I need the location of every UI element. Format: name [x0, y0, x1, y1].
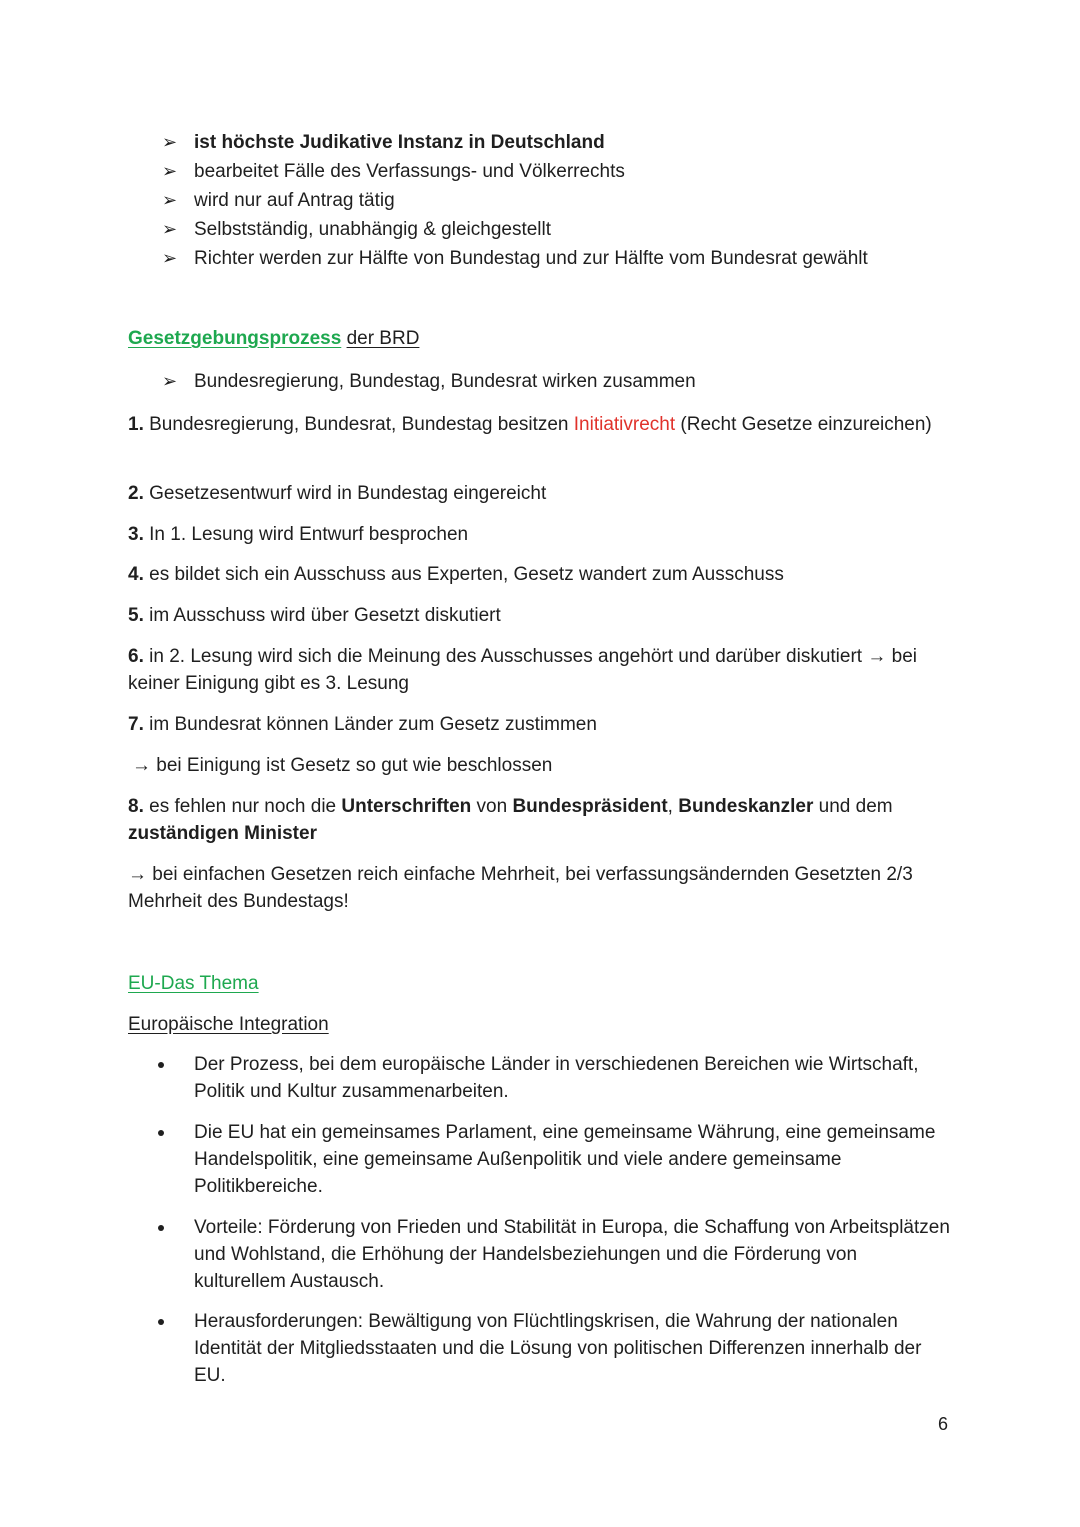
step-5: 5. im Ausschuss wird über Gesetzt diskutiert: [128, 605, 501, 626]
arrow-bullet-icon: ➢: [162, 219, 178, 239]
bullet-dot-icon: [158, 1130, 164, 1136]
section-heading-gesetzgebung: [128, 326, 419, 352]
subheading-text: Europäische Integration: [128, 1014, 329, 1035]
list-item-text: ist höchste Judikative Instanz in Deutschland: [194, 132, 605, 153]
initiativrecht-term: Initiativrecht: [573, 414, 676, 435]
arrow-bullet-icon: ➢: [162, 132, 178, 152]
list-item-text: bearbeitet Fälle des Verfassungs- und Völkerrechts: [194, 161, 625, 182]
heading-rest-part: der BRD: [346, 328, 420, 349]
eu-heading-text: EU-Das Thema: [128, 973, 259, 994]
arrow-bullet-icon: ➢: [162, 190, 178, 210]
list-item: [162, 128, 1002, 157]
list-item-text: Selbstständig, unabhängig & gleichgestellt: [194, 219, 552, 240]
list-item-text: wird nur auf Antrag tätig: [194, 190, 395, 211]
list-item-text: Herausforderungen: Bewältigung von Flüchtlingskrisen, die Wahrung der nationalen Identität der Mitgliedsstaaten und die Lösung von politischen Differenzen innerhalb der EU.: [194, 1311, 922, 1386]
list-item: [162, 215, 1002, 244]
step-7-note: → bei Einigung ist Gesetz so gut wie beschlossen: [132, 755, 553, 776]
step-8: 8. es fehlen nur noch die Unterschriften von Bundespräsident, Bundeskanzler und dem zuständigen Minister: [128, 796, 893, 844]
list-item-text: Vorteile: Förderung von Frieden und Stabilität in Europa, die Schaffung von Arbeitsplätzen und Wohlstand, die Erhöhung der Handelsbeziehungen und die Förderung von kulturellem Austausch.: [194, 1217, 950, 1292]
bullet-dot-icon: [158, 1319, 164, 1325]
step-1: 1. Bundesregierung, Bundesrat, Bundestag besitzen Initiativrecht (Recht Gesetze einzureichen): [128, 414, 932, 435]
list-item-text: Bundesregierung, Bundestag, Bundesrat wirken zusammen: [194, 371, 696, 392]
page-number: 6: [938, 1414, 949, 1434]
step-7: 7. im Bundesrat können Länder zum Gesetz zustimmen: [128, 714, 597, 735]
list-item-text: Die EU hat ein gemeinsames Parlament, eine gemeinsame Währung, eine gemeinsame Handelspolitik, eine gemeinsame Außenpolitik und viele andere gemeinsame Politikbereiche.: [194, 1122, 936, 1197]
section-heading-eu: [128, 971, 259, 997]
step-4: 4. es bildet sich ein Ausschuss aus Experten, Gesetz wandert zum Ausschuss: [128, 564, 784, 585]
list-item: [162, 244, 1002, 273]
step-6: 6. in 2. Lesung wird sich die Meinung des Ausschusses angehört und darüber diskutiert → bei keiner Einigung gibt es 3. Lesung: [128, 646, 917, 694]
bullet-dot-icon: [158, 1225, 164, 1231]
subheading-integration: [128, 1012, 329, 1038]
intro-list: [162, 367, 1002, 396]
arrow-bullet-icon: ➢: [162, 248, 178, 268]
bullet-dot-icon: [158, 1062, 164, 1068]
step-2: 2. Gesetzesentwurf wird in Bundestag eingereicht: [128, 483, 547, 504]
court-facts-list: [162, 128, 1002, 273]
list-item-text: Richter werden zur Hälfte von Bundestag und zur Hälfte vom Bundesrat gewählt: [194, 248, 868, 269]
step-3: 3. In 1. Lesung wird Entwurf besprochen: [128, 524, 469, 545]
list-item: [162, 186, 1002, 215]
list-item-text: Der Prozess, bei dem europäische Länder in verschiedenen Bereichen wie Wirtschaft, Politik und Kultur zusammenarbeiten.: [194, 1054, 919, 1102]
arrow-bullet-icon: ➢: [162, 161, 178, 181]
list-item: [162, 367, 1002, 396]
heading-green-part: Gesetzgebungsprozess: [128, 328, 342, 349]
step-8-note: → bei einfachen Gesetzen reich einfache Mehrheit, bei verfassungsändernden Gesetzten 2/3 Mehrheit des Bundestags!: [128, 864, 913, 912]
list-item: [162, 157, 1002, 186]
arrow-bullet-icon: ➢: [162, 371, 178, 391]
